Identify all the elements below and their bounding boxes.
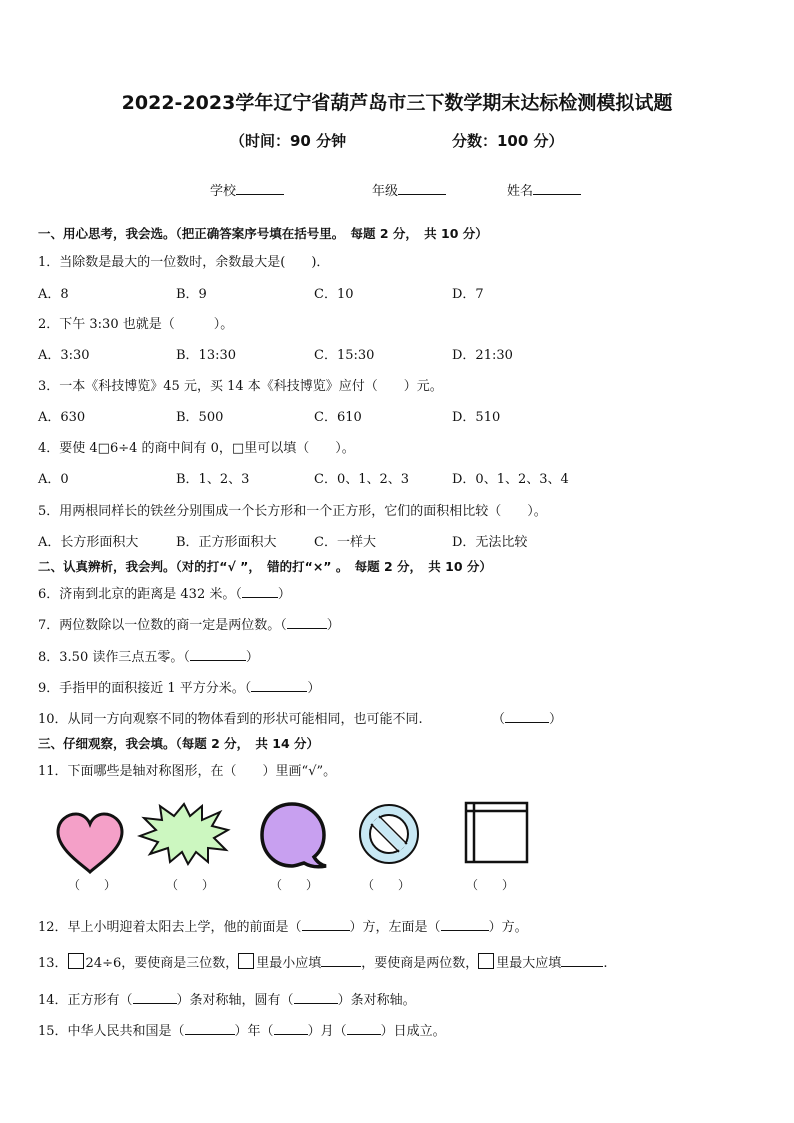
q9-blank[interactable] xyxy=(251,678,307,692)
question-10: 10．从同一方向观察不同的物体看到的形状可能相同，也可能不同. xyxy=(38,712,423,727)
name-field xyxy=(507,180,581,199)
q6-blank[interactable] xyxy=(242,584,278,598)
question-13: 13． 24÷6，要使商是三位数， 里最小应填 ，要使商是两位数， 里最大应填 . xyxy=(38,952,607,971)
q4-option-a: A．0 xyxy=(38,472,69,487)
q2-option-b: B．13:30 xyxy=(176,348,237,363)
question-6: 6．济南到北京的距离是 432 米。（ ） xyxy=(38,583,291,602)
q2-option-a: A．3:30 xyxy=(38,348,90,363)
q1-option-a: A．8 xyxy=(38,287,69,302)
q1-option-c: C．10 xyxy=(314,287,354,302)
q5-option-c: C．一样大 xyxy=(314,535,376,550)
name-label: 姓名 xyxy=(507,184,534,199)
starburst-shape xyxy=(136,802,232,866)
digit-box xyxy=(238,953,254,969)
q5-option-d: D．无法比较 xyxy=(452,535,528,550)
question-14: 14．正方形有（ ）条对称轴，圆有（ ）条对称轴。 xyxy=(38,989,416,1008)
heart-answer-paren[interactable]: （ ） xyxy=(68,878,117,892)
section-2-heading: 二、认真辨析，我会判。（对的打“√ ”， 错的打“×” 。 每题 2 分， 共 10 分） xyxy=(38,559,492,574)
q1-option-b: B．9 xyxy=(176,287,207,302)
q3-option-b: B．500 xyxy=(176,410,224,425)
q5-option-a: A．长方形面积大 xyxy=(38,535,139,550)
digit-box xyxy=(68,953,84,969)
q4-option-d: D．0、1、2、3、4 xyxy=(452,472,569,487)
question-15: 15．中华人民共和国是（ ）年（ ）月（ ）日成立。 xyxy=(38,1020,446,1039)
square-frame-icon xyxy=(466,803,527,862)
q8-blank[interactable] xyxy=(190,647,246,661)
grade-field xyxy=(372,180,446,199)
starburst-icon xyxy=(140,804,228,864)
question-3: 3．一本《科技博览》45 元，买 14 本《科技博览》应付（ ）元。 xyxy=(38,379,443,394)
q4-option-b: B．1、2、3 xyxy=(176,472,250,487)
q14-blank-square[interactable] xyxy=(133,990,177,1004)
q15-blank-year[interactable] xyxy=(185,1021,235,1035)
q13-blank-min[interactable] xyxy=(321,953,361,967)
school-field xyxy=(210,180,284,199)
q2-option-d: D．21:30 xyxy=(452,348,513,363)
q2-option-c: C．15:30 xyxy=(314,348,375,363)
exam-time: （时间：90 分钟 xyxy=(230,132,347,150)
heart-shape xyxy=(54,812,126,876)
question-9: 9．手指甲的面积接近 1 平方分米。（ ） xyxy=(38,677,320,696)
question-5: 5．用两根同样长的铁丝分别围成一个长方形和一个正方形，它们的面积相比较（ ）。 xyxy=(38,504,547,519)
q3-option-a: A．630 xyxy=(38,410,86,425)
name-blank xyxy=(533,181,581,195)
question-2: 2．下午 3:30 也就是（ ）。 xyxy=(38,317,234,332)
starburst-answer-paren[interactable]: （ ） xyxy=(166,878,215,892)
grade-label: 年级 xyxy=(372,184,399,199)
q15-blank-day[interactable] xyxy=(347,1021,381,1035)
q13-blank-max[interactable] xyxy=(561,953,603,967)
q10-answer: （ ） xyxy=(492,708,562,727)
speech-bubble-icon xyxy=(262,804,326,867)
q15-blank-month[interactable] xyxy=(274,1021,308,1035)
q5-option-b: B．正方形面积大 xyxy=(176,535,277,550)
question-7: 7．两位数除以一位数的商一定是两位数。（ ） xyxy=(38,614,340,633)
question-8: 8．3.50 读作三点五零。（ ） xyxy=(38,646,259,665)
heart-icon xyxy=(58,814,122,872)
square-frame-shape xyxy=(463,800,531,866)
q7-blank[interactable] xyxy=(287,615,327,629)
question-1: 1．当除数是最大的一位数时，余数最大是( )． xyxy=(38,255,330,270)
school-label: 学校 xyxy=(210,184,237,199)
q3-option-c: C．610 xyxy=(314,410,362,425)
square-answer-paren[interactable]: （ ） xyxy=(466,878,515,892)
question-11: 11．下面哪些是轴对称图形，在（ ）里画“√”。 xyxy=(38,764,337,779)
page-title: 2022-2023学年辽宁省葫芦岛市三下数学期末达标检测模拟试题 xyxy=(121,92,673,114)
school-blank xyxy=(236,181,284,195)
no-sign-shape xyxy=(355,800,423,868)
section-3-heading: 三、仔细观察，我会填。（每题 2 分， 共 14 分） xyxy=(38,736,320,751)
question-12: 12．早上小明迎着太阳去上学，他的前面是（ ）方，左面是（ ）方。 xyxy=(38,916,528,935)
q1-option-d: D．7 xyxy=(452,287,484,302)
section-1-heading: 一、用心思考，我会选。（把正确答案序号填在括号里。 每题 2 分， 共 10 分） xyxy=(38,226,488,241)
speech-bubble-shape xyxy=(258,800,330,872)
digit-box xyxy=(478,953,494,969)
no-sign-answer-paren[interactable]: （ ） xyxy=(362,878,411,892)
q10-blank[interactable] xyxy=(505,709,549,723)
bubble-answer-paren[interactable]: （ ） xyxy=(270,878,319,892)
q3-option-d: D．510 xyxy=(452,410,501,425)
q12-blank-left[interactable] xyxy=(441,917,489,931)
q14-blank-circle[interactable] xyxy=(294,990,338,1004)
q4-option-c: C．0、1、2、3 xyxy=(314,472,410,487)
no-sign-icon xyxy=(360,805,418,863)
exam-score: 分数：100 分） xyxy=(452,132,564,150)
q12-blank-front[interactable] xyxy=(302,917,350,931)
grade-blank xyxy=(398,181,446,195)
question-4: 4．要使 4□6÷4 的商中间有 0，□里可以填（ ）。 xyxy=(38,441,355,456)
